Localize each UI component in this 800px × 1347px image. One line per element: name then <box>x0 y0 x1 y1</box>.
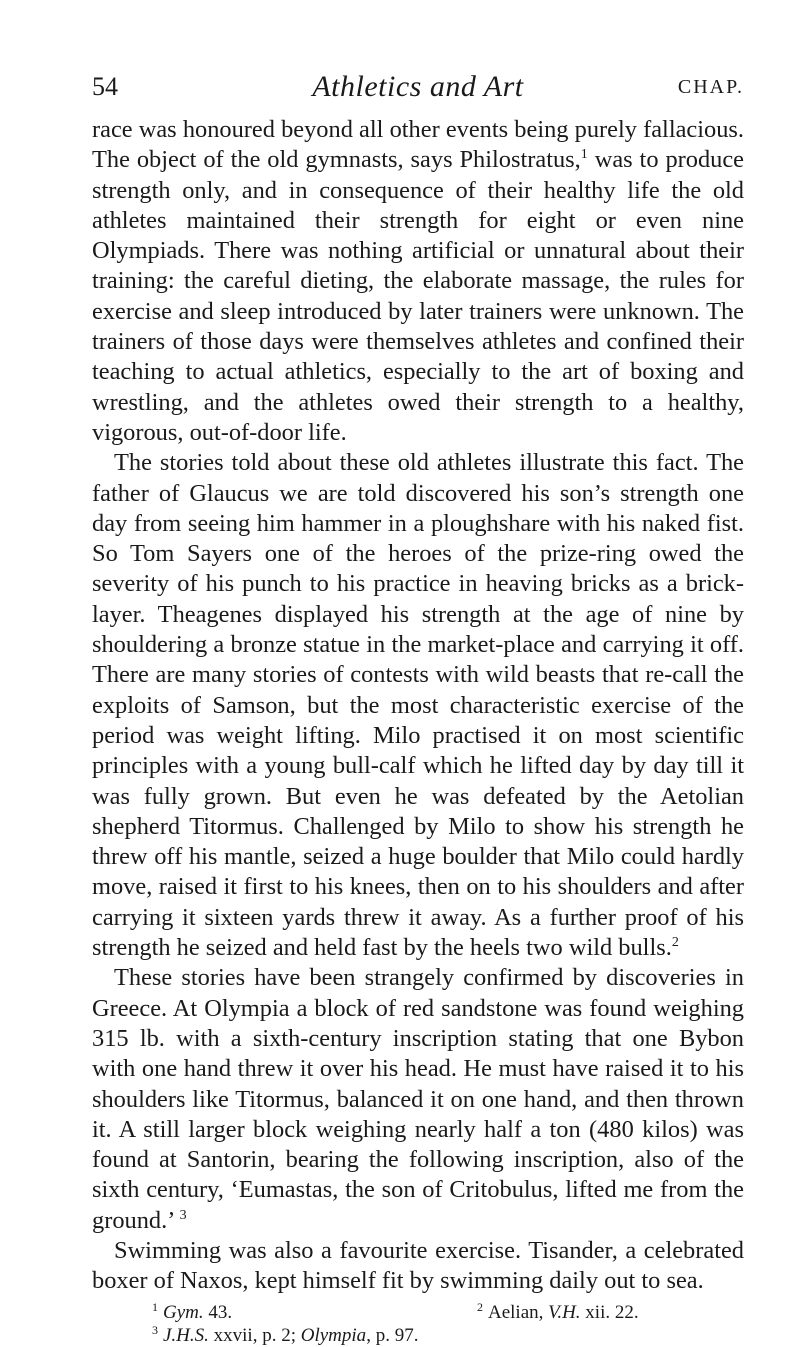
footnote-number: 1 <box>152 1299 158 1314</box>
footnote-source-title: V.H. <box>548 1301 581 1323</box>
page-header <box>92 72 744 112</box>
footnote-source-title: J.H.S. <box>163 1324 209 1346</box>
footnote-number: 3 <box>152 1322 158 1337</box>
footnotes <box>92 1301 744 1347</box>
paragraph-4 <box>92 1236 744 1297</box>
body-text <box>92 115 744 1297</box>
footnote-row <box>92 1324 744 1347</box>
paragraph-text: race was honoured beyond all other events being purely fallacious. The object of the old gymnasts, says Philostratus, <box>92 116 744 174</box>
footnote-ref-1: 1 <box>580 147 588 163</box>
footnote-ref-2: 2 <box>671 935 679 951</box>
paragraph-text: was to produce strength only, and in consequence of their healthy life the old athletes maintained their strength for eight or even nine Olympiads. There was nothing artificial or unnatural about their training: the careful dieting, the elaborate massage, the rules for exercise and sleep introduced by later trainers were unknown. The trainers of those days were themselves athletes and confined their teaching to actual athletics, especially to the art of boxing and wrestling, and the athletes owed their strength to a healthy, vigorous, out-of-door life. <box>92 146 744 446</box>
footnote-ref-3: 3 <box>179 1207 187 1223</box>
footnote-source-title: Olympia <box>300 1324 367 1346</box>
chapter-label: CHAP. <box>677 76 744 98</box>
footnote-number: 2 <box>477 1299 483 1314</box>
paragraph-3 <box>92 963 744 1236</box>
footnote-3 <box>152 1324 418 1347</box>
paragraph-text: The stories told about these old athletes illustrate this fact. The father of Glaucus we are told discovered his son’s strength one day from seeing him hammer in a ploughshare with his naked fist. So Tom Sayers one of the heroes of the prize-ring owed the severity of his punch to his practice in heaving bricks as a brick-layer. Theagenes displayed his strength at the age of nine by shouldering a bronze statue in the market-place and carrying it off. There are many stories of contests with wild beasts that re-call the exploits of Samson, but the most characteristic exercise of the period was weight lifting. Milo practised it on most scientific principles with a young bull-calf which he lifted day by day till it was fully grown. But even he was defeated by the Aetolian shepherd Titormus. Challenged by Milo to show his strength he threw off his mantle, seized a huge boulder that Milo could hardly move, raised it first to his knees, then on to his shoulders and after carrying it sixteen yards threw it away. As a further proof of his strength he seized and held fast by the heels two wild bulls. <box>92 449 744 962</box>
footnote-text: xxvii, p. 2; <box>208 1324 301 1346</box>
footnote-text: , p. 97. <box>366 1324 419 1346</box>
paragraph-1 <box>92 115 744 448</box>
paragraph-text: Swimming was also a favourite exercise. Tisander, a celebrated boxer of Naxos, kept himself fit by swimming daily out to sea. <box>92 1236 744 1295</box>
page-number: 54 <box>92 72 118 101</box>
paragraph-text: These stories have been strangely confirmed by discoveries in Greece. At Olympia a block of red sandstone was found weighing 315 lb. with a sixth-century inscription stating that one Bybon with one hand threw it over his head. He must have raised it to his shoulders like Titormus, balanced it on one hand, and then thrown it. A still larger block weighing nearly half a ton (480 kilos) was found at Santorin, bearing the following inscription, also of the sixth century, ‘Eumastas, the son of Critobulus, lifted me from the ground.’ <box>92 964 744 1234</box>
footnote-source-title: Gym. <box>163 1301 204 1323</box>
footnote-text: 43. <box>203 1301 233 1323</box>
footnote-2 <box>477 1301 639 1324</box>
paragraph-2 <box>92 448 744 963</box>
footnote-1 <box>152 1301 232 1324</box>
footnote-text: Aelian, <box>488 1301 549 1323</box>
running-title: Athletics and Art <box>312 70 524 103</box>
footnote-row <box>92 1301 744 1324</box>
book-page <box>92 72 744 1347</box>
footnote-text: xii. 22. <box>580 1301 639 1323</box>
